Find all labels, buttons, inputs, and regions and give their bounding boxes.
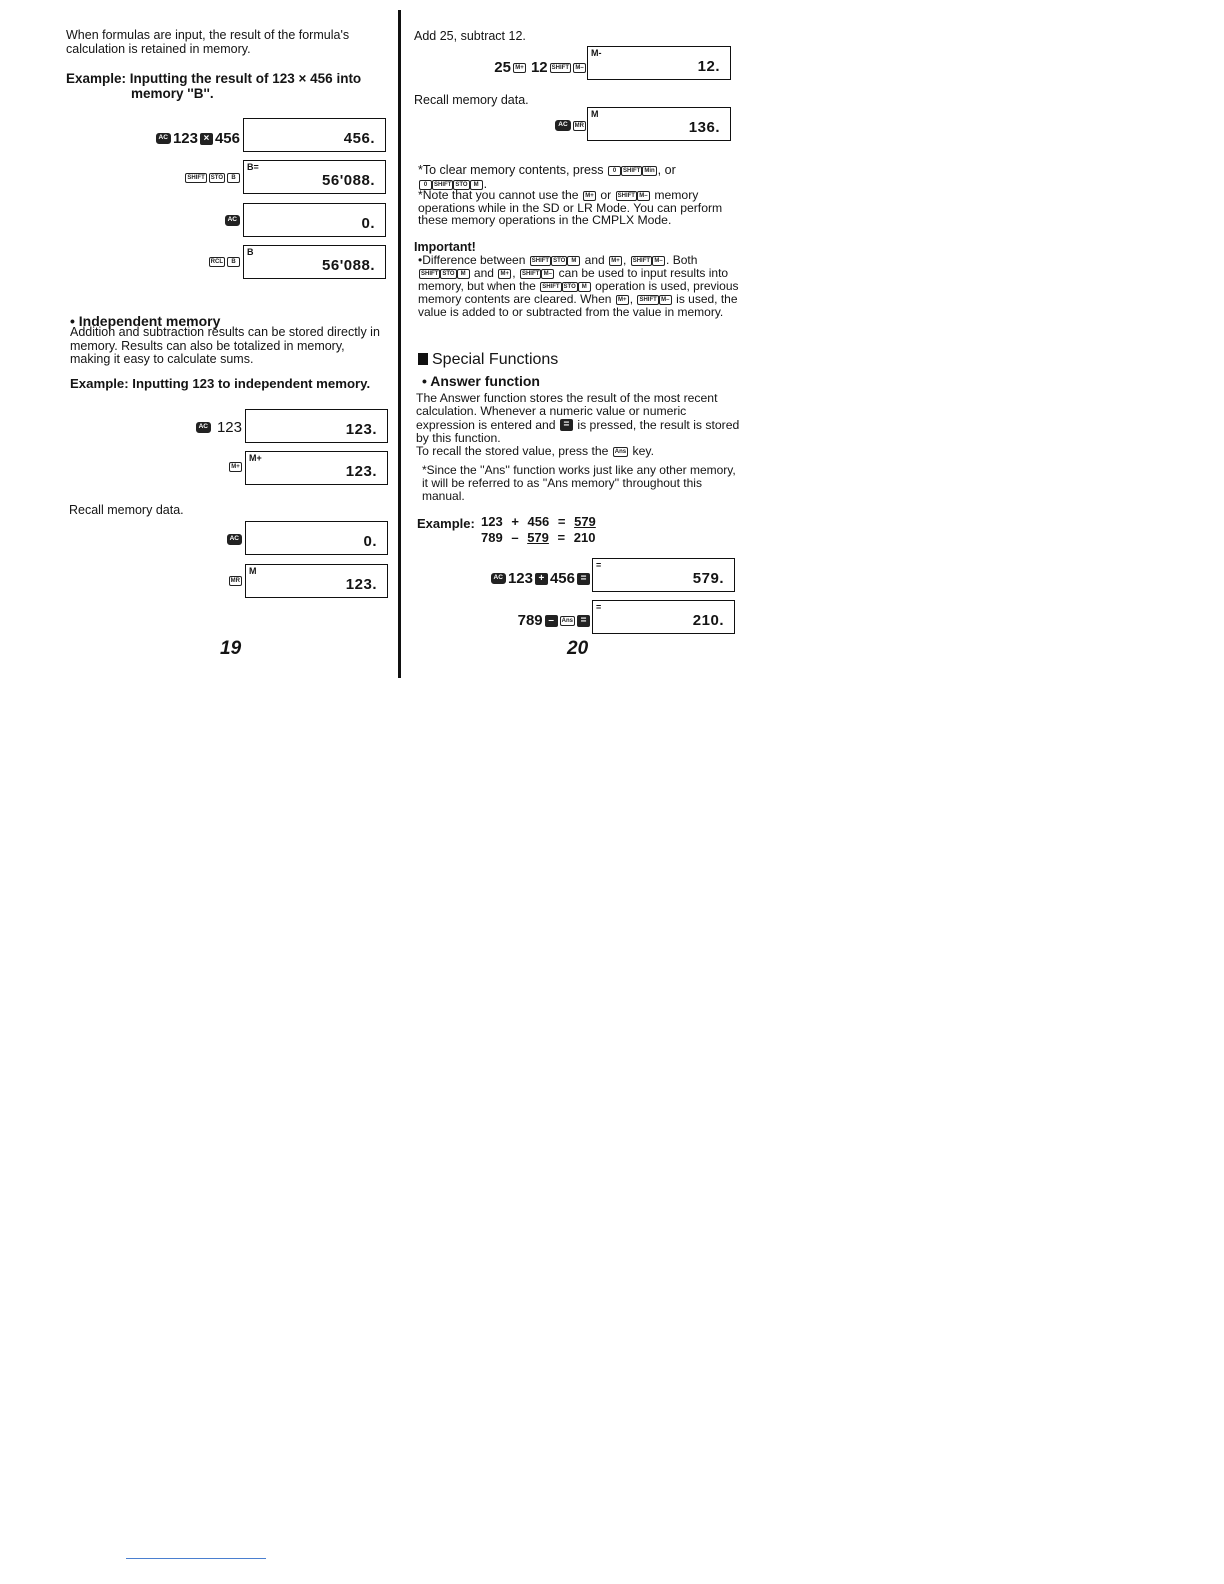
shift-key[interactable]: SHIFT — [622, 167, 641, 174]
lcd-display-8: M 123. — [245, 564, 388, 598]
note-clear-memory: *To clear memory contents, press 0 SHIFT Min , or 0 SHIFT STO M . — [418, 163, 676, 191]
lcd-display-7: 0. — [245, 521, 388, 555]
page-number-19: 19 — [220, 638, 242, 659]
lcd-display-9: M- 12. — [587, 46, 731, 80]
ac-key[interactable]: AC — [227, 534, 242, 545]
important-text: •Difference between SHIFT STO M and M+ , SHIFT M– . Both SHIFT STO M and M+ , SHIFT M– can be used to input results into memory, but when the SHIFT STO M operation is used, previous memory contents are cleared. When M+ , SHIFT M– is used, the value is added to or subtracted from the value in memory. — [418, 253, 739, 319]
recall-text-left: Recall memory data. — [69, 503, 184, 517]
key-sequence-9: 25 M+ 12 SHIFT M– — [444, 59, 586, 76]
sto-key[interactable]: STO — [563, 283, 576, 290]
key-sequence-2 — [100, 173, 240, 183]
lcd-display-6: M+ 123. — [245, 451, 388, 485]
page-number-20: 20 — [567, 638, 589, 659]
example2-title: Example: Inputting 123 to independent memory. — [70, 376, 371, 391]
key-sequence-4 — [100, 257, 240, 267]
m-minus-key[interactable]: M– — [637, 191, 650, 201]
equation-2: 789 – 579 = 210 — [481, 530, 596, 545]
equals-key[interactable]: = — [577, 573, 590, 585]
key-sequence-5: AC 123 — [130, 419, 242, 436]
min-key[interactable]: Min — [644, 167, 655, 174]
plus-key[interactable]: + — [535, 573, 548, 585]
lcd-display-1: 456. — [243, 118, 386, 152]
shift-key[interactable]: SHIFT — [421, 270, 439, 277]
zero-key[interactable]: 0 — [419, 180, 432, 190]
shift-key[interactable]: SHIFT — [542, 283, 560, 290]
lcd-display-5: 123. — [245, 409, 388, 443]
m-plus-key[interactable]: M+ — [513, 63, 526, 73]
shift-key[interactable]: SHIFT — [187, 175, 205, 181]
ac-key[interactable]: AC — [156, 133, 171, 144]
ac-key[interactable]: AC — [491, 573, 506, 584]
page-20 — [404, 0, 764, 690]
footer-rule — [126, 1558, 266, 1559]
m-key[interactable]: M — [567, 256, 580, 266]
sto-key[interactable]: STO — [210, 175, 223, 181]
lcd-display-12: = 210. — [592, 600, 735, 634]
sto-key[interactable]: STO — [553, 257, 566, 264]
equation-1: 123 + 456 = 579 — [481, 514, 596, 529]
ans-key[interactable]: Ans — [614, 448, 627, 455]
answer-function-heading: • Answer function — [422, 373, 540, 389]
sto-key[interactable]: STO — [442, 270, 455, 277]
intro-text: When formulas are input, the result of the formula's calculation is retained in memory. — [66, 28, 350, 56]
m-minus-key[interactable]: M– — [541, 269, 554, 279]
b-key[interactable]: B — [227, 257, 240, 267]
lcd-display-10: M 136. — [587, 107, 731, 141]
answer-function-text: The Answer function stores the result of the most recent calculation. Whenever a numeric value or numeric expression is entered and = is pressed, the result is stored by this function. To recall the stored value, press the Ans key. — [416, 391, 740, 459]
square-bullet-icon — [418, 353, 428, 365]
m-key[interactable]: M — [457, 269, 470, 279]
shift-key[interactable]: SHIFT — [632, 257, 651, 264]
ac-key[interactable]: AC — [555, 120, 570, 131]
m-minus-key[interactable]: M– — [659, 295, 672, 305]
rcl-key[interactable]: RCL — [210, 259, 223, 265]
mr-key[interactable]: MR — [230, 578, 240, 584]
lcd-display-3: 0. — [243, 203, 386, 237]
shift-key[interactable]: SHIFT — [639, 296, 657, 303]
shift-key[interactable]: SHIFT — [551, 64, 569, 71]
ans-memory-note: *Since the ''Ans'' function works just like any other memory, it will be referred to as ''Ans memory'' throughout this manual. — [422, 463, 736, 503]
page-19 — [0, 0, 400, 690]
m-plus-key[interactable]: M+ — [229, 462, 242, 472]
lcd-display-11: = 579. — [592, 558, 735, 592]
shift-key[interactable]: SHIFT — [521, 270, 540, 277]
m-plus-key[interactable]: M+ — [609, 256, 622, 266]
shift-key[interactable]: SHIFT — [531, 257, 550, 264]
lcd-display-2: B= 56'088. — [243, 160, 386, 194]
special-functions-heading: Special Functions — [418, 351, 558, 369]
add-subtract-text: Add 25, subtract 12. — [414, 29, 526, 43]
lcd-display-4: B 56'088. — [243, 245, 386, 279]
sto-key[interactable]: STO — [455, 181, 468, 188]
key-sequence-11: AC 123 + 456 = — [444, 570, 590, 587]
m-key[interactable]: M — [470, 180, 483, 190]
example1-title: Example: Inputting the result of 123 × 456 into memory ''B''. — [66, 71, 362, 101]
ac-key[interactable]: AC — [196, 422, 211, 433]
recall-text-right: Recall memory data. — [414, 93, 529, 107]
m-minus-key[interactable]: M– — [573, 63, 586, 73]
important-label: Important! — [414, 240, 476, 254]
shift-key[interactable]: SHIFT — [617, 192, 635, 199]
key-sequence-6 — [130, 462, 242, 472]
zero-key[interactable]: 0 — [608, 166, 621, 176]
key-sequence-1: AC 123 × 456 — [100, 130, 240, 147]
key-sequence-12: 789 – Ans = — [444, 612, 590, 629]
key-sequence-8 — [130, 576, 242, 586]
m-plus-key[interactable]: M+ — [583, 191, 596, 201]
m-key[interactable]: M — [578, 282, 591, 292]
key-sequence-3 — [100, 215, 240, 226]
equals-key[interactable]: = — [577, 615, 590, 627]
equals-key[interactable]: = — [560, 419, 573, 431]
times-key[interactable]: × — [200, 133, 213, 145]
m-plus-key[interactable]: M+ — [498, 269, 511, 279]
independent-memory-text: Addition and subtraction results can be stored directly in memory. Results can also be totalized in memory, making it easy to calculate sums. — [70, 325, 380, 366]
key-sequence-10 — [444, 120, 586, 131]
ac-key[interactable]: AC — [225, 215, 240, 226]
page-divider — [398, 10, 401, 678]
minus-key[interactable]: – — [545, 615, 558, 627]
ans-key[interactable]: Ans — [561, 617, 573, 624]
example-label: Example: — [417, 516, 475, 531]
m-plus-key[interactable]: M+ — [616, 295, 629, 305]
independent-memory-heading: • Independent memory — [70, 313, 221, 329]
note-mode-restriction: *Note that you cannot use the M+ or SHIFT M– memory operations while in the SD or LR Mode. You can perform these memory operations in the CMPLX Mode. — [418, 188, 723, 227]
key-sequence-7 — [130, 534, 242, 545]
shift-key[interactable]: SHIFT — [434, 181, 452, 188]
m-minus-key[interactable]: M– — [652, 256, 665, 266]
b-key[interactable]: B — [227, 173, 240, 183]
mr-key[interactable]: MR — [574, 122, 584, 129]
